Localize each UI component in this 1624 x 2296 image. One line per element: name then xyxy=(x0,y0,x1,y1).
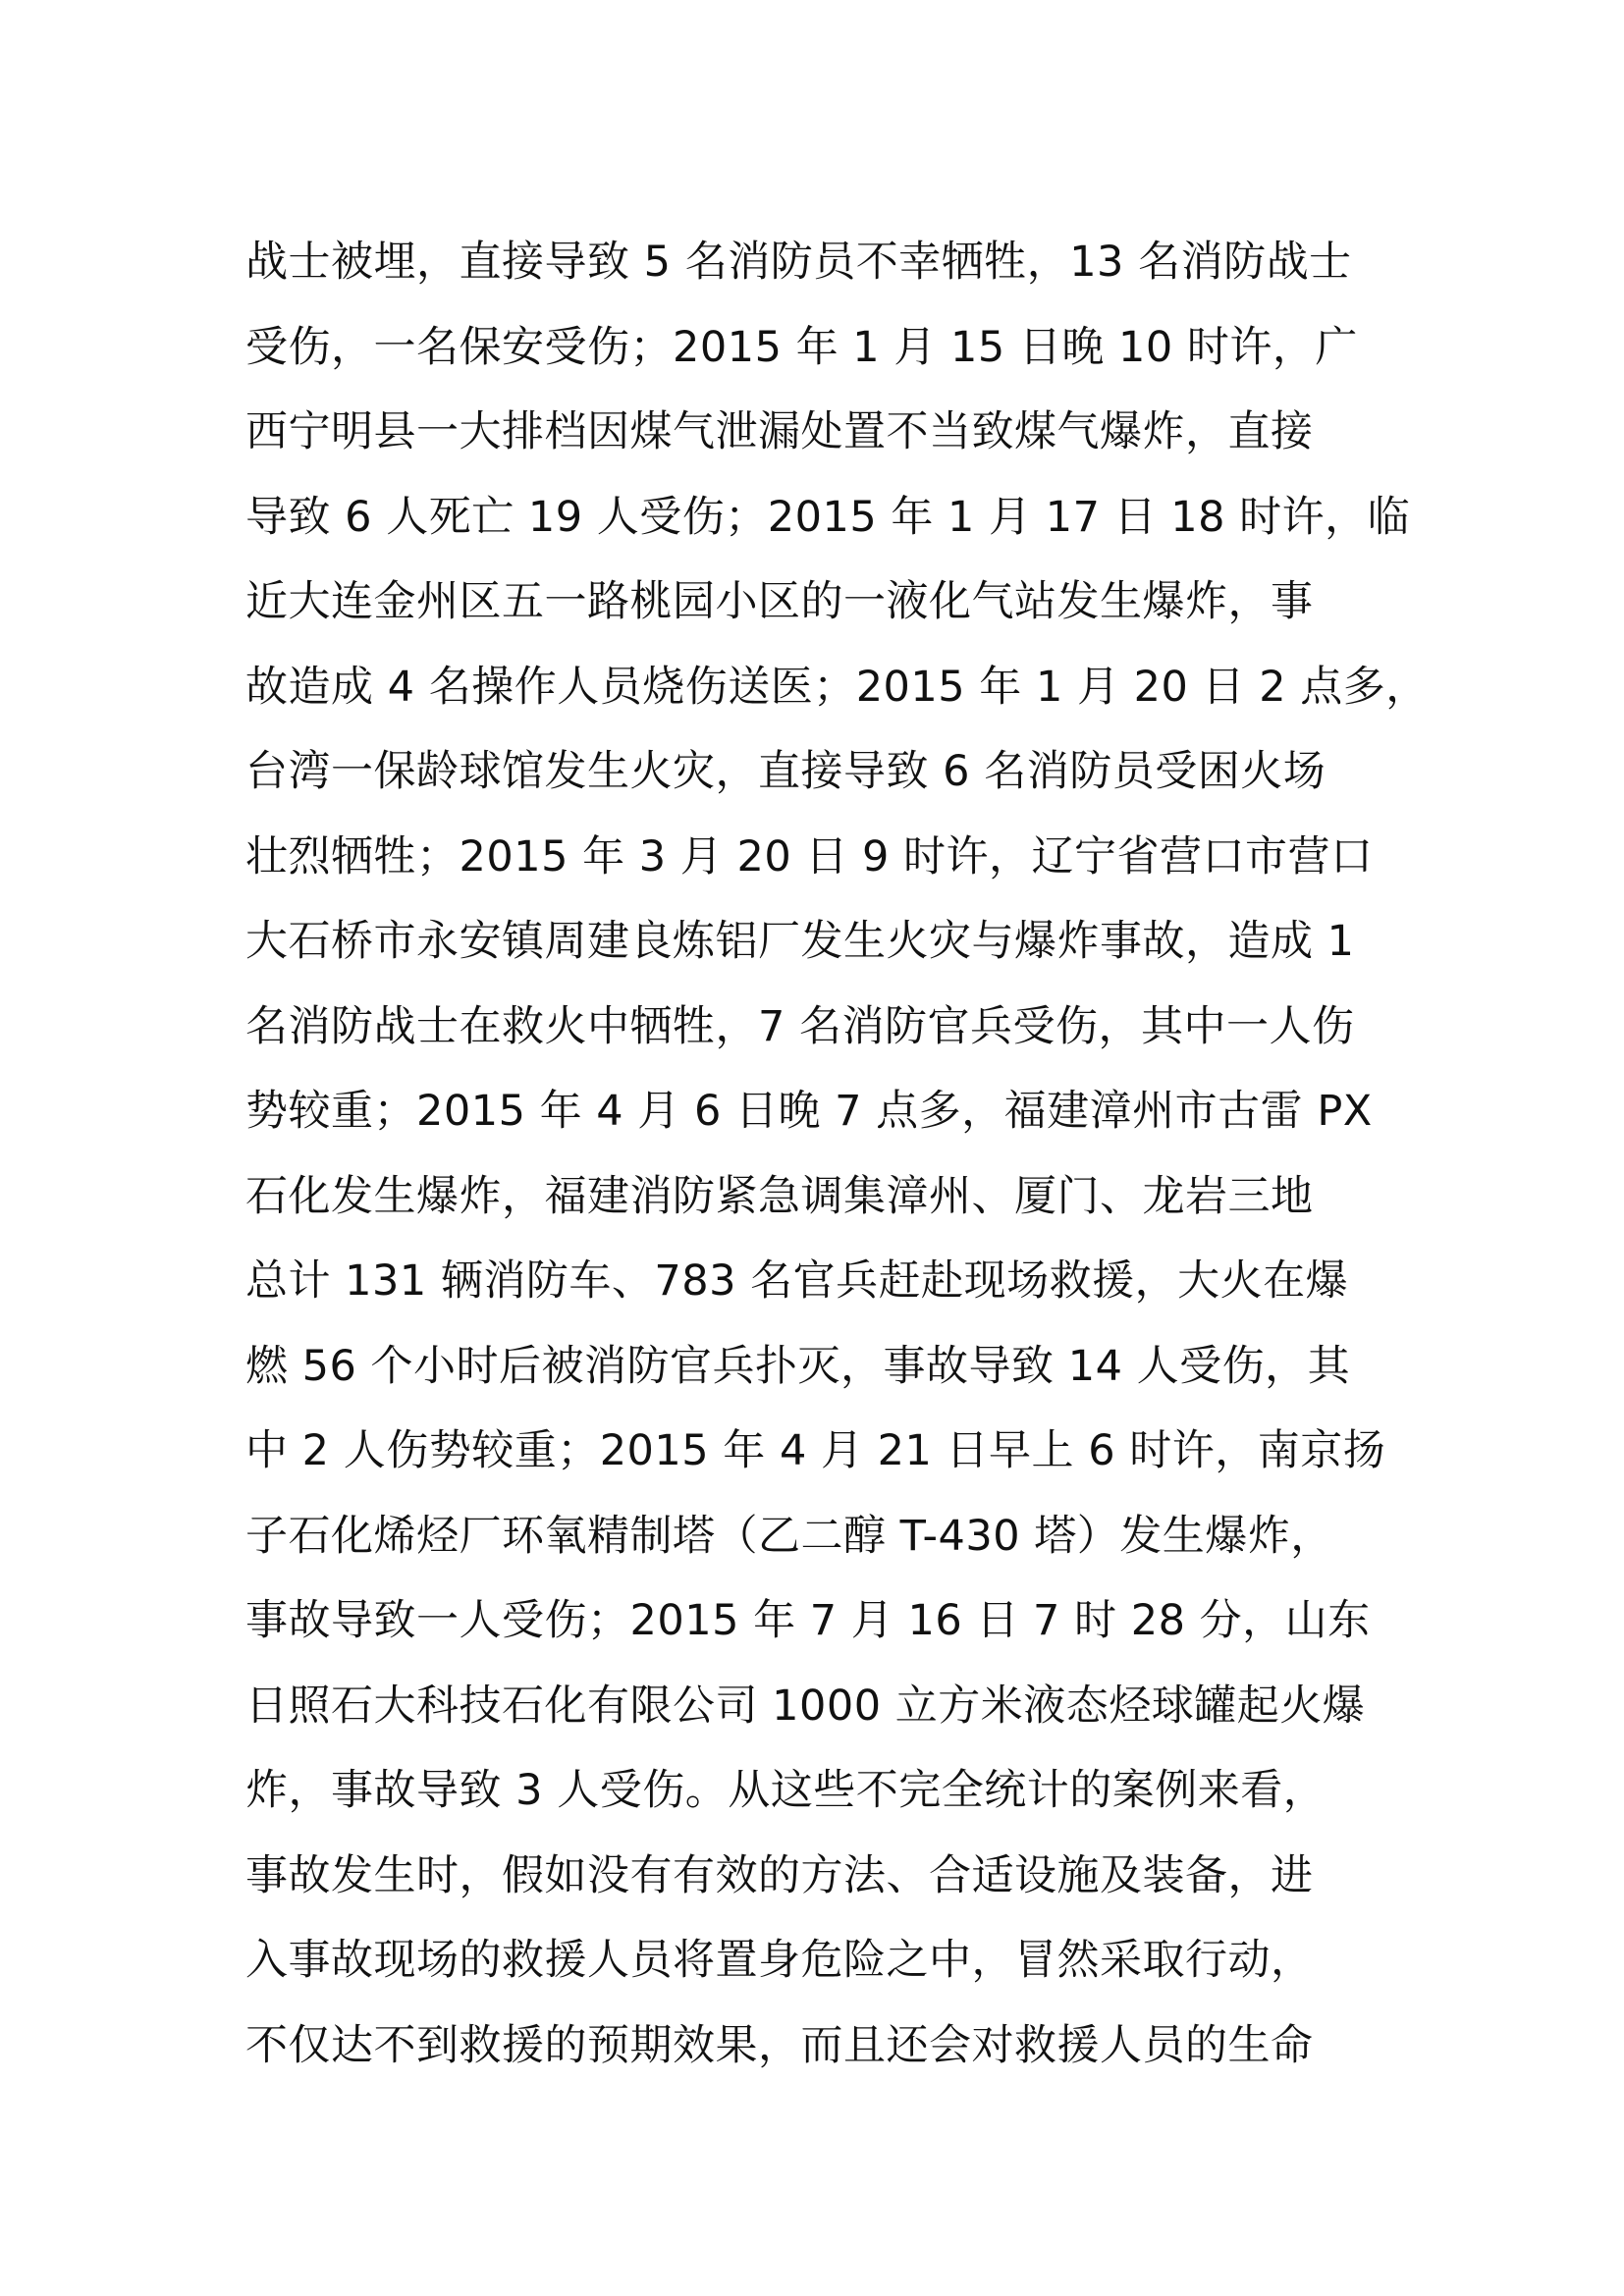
text-line: 不仅达不到救援的预期效果，而且还会对救援人员的生命 xyxy=(245,2020,1314,2070)
text-line: 石化发生爆炸，福建消防紧急调集漳州、厦门、龙岩三地 xyxy=(245,1171,1314,1221)
text-line: 近大连金州区五一路桃园小区的一液化气站发生爆炸，事 xyxy=(245,577,1314,626)
text-line: 西宁明县一大排档因煤气泄漏处置不当致煤气爆炸，直接 xyxy=(245,407,1314,456)
body-paragraph xyxy=(245,220,1429,2088)
text-line: 总计 131 辆消防车、783 名官兵赶赴现场救援，大火在爆 xyxy=(245,1256,1349,1306)
text-line: 势较重；2015 年 4 月 6 日晚 7 点多，福建漳州市古雷 PX xyxy=(245,1087,1373,1136)
text-line: 事故发生时，假如没有有效的方法、合适设施及装备，进 xyxy=(245,1850,1314,1900)
text-line: 子石化烯烃厂环氧精制塔（乙二醇 T-430 塔）发生爆炸， xyxy=(245,1511,1333,1561)
text-line: 中 2 人伤势较重；2015 年 4 月 21 日早上 6 时许，南京扬 xyxy=(245,1426,1386,1475)
text-line: 燃 56 个小时后被消防官兵扑灭，事故导致 14 人受伤，其 xyxy=(245,1341,1351,1391)
text-line: 事故导致一人受伤；2015 年 7 月 16 日 7 时 28 分，山东 xyxy=(245,1596,1371,1645)
text-line: 战士被埋，直接导致 5 名消防员不幸牺牲，13 名消防战士 xyxy=(245,238,1352,287)
text-line: 炸，事故导致 3 人受伤。从这些不完全统计的案例来看， xyxy=(245,1766,1326,1815)
text-line: 日照石大科技石化有限公司 1000 立方米液态烃球罐起火爆 xyxy=(245,1681,1366,1731)
text-line: 名消防战士在救火中牺牲，7 名消防官兵受伤，其中一人伤 xyxy=(245,1001,1355,1051)
text-line: 台湾一保龄球馆发生火灾，直接导致 6 名消防员受困火场 xyxy=(245,747,1326,796)
text-line: 大石桥市永安镇周建良炼铝厂发生火灾与爆炸事故，造成 1 xyxy=(245,917,1355,966)
text-line: 导致 6 人死亡 19 人受伤；2015 年 1 月 17 日 18 时许，临 xyxy=(245,492,1411,542)
text-line: 受伤，一名保安受伤；2015 年 1 月 15 日晚 10 时许，广 xyxy=(245,322,1358,372)
text-line: 入事故现场的救援人员将置身危险之中，冒然采取行动， xyxy=(245,1936,1314,1985)
text-line: 壮烈牺牲；2015 年 3 月 20 日 9 时许，辽宁省营口市营口 xyxy=(245,831,1374,881)
text-line: 故造成 4 名操作人员烧伤送医；2015 年 1 月 20 日 2 点多， xyxy=(245,662,1429,712)
